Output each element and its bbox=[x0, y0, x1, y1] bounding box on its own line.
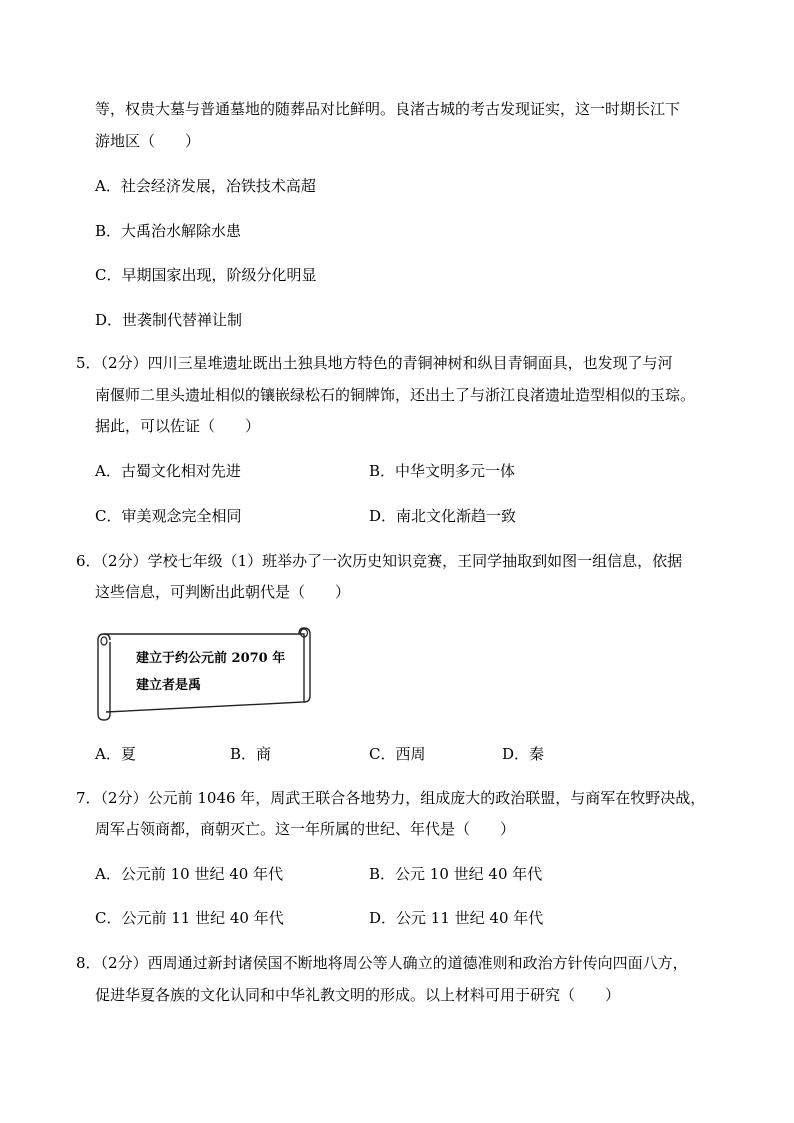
q5-option-c[interactable]: C．审美观念完全相同 bbox=[95, 507, 242, 525]
q7-option-c[interactable]: C．公元前 11 世纪 40 年代 bbox=[95, 909, 284, 927]
q8-stem-line1: 8．（2分）西周通过新封诸侯国不断地将周公等人确立的道德准则和政治方针传向四面八方， bbox=[76, 954, 688, 972]
q4-stem-line1: 等，权贵大墓与普通墓地的随葬品对比鲜明。良渚古城的考古发现证实，这一时期长江下 bbox=[95, 100, 681, 118]
q7-stem-line2: 周军占领商都，商朝灭亡。这一年所属的世纪、年代是（ ） bbox=[95, 820, 516, 838]
q5-stem-line1: 5．（2分）四川三星堆遗址既出土独具地方特色的青铜神树和纵目青铜面具，也发现了与河 bbox=[76, 354, 673, 372]
q5-stem-line2: 南偃师二里头遗址相似的镶嵌绿松石的铜牌饰，还出土了与浙江良渚遗址造型相似的玉琮。 bbox=[95, 386, 696, 404]
q7-option-d[interactable]: D．公元 11 世纪 40 年代 bbox=[369, 909, 544, 927]
scroll-text-line1: 建立于约公元前 2070 年 bbox=[136, 651, 286, 666]
q6-stem-line1: 6．（2分）学校七年级（1）班举办了一次历史知识竞赛，王同学抽取到如图一组信息，依据 bbox=[76, 552, 683, 570]
q6-stem-line2: 这些信息，可判断出此朝代是（ ） bbox=[95, 583, 351, 601]
q4-option-c[interactable]: C．早期国家出现，阶级分化明显 bbox=[95, 266, 317, 284]
q7-option-a[interactable]: A．公元前 10 世纪 40 年代 bbox=[95, 865, 284, 883]
q4-option-d[interactable]: D．世袭制代替禅让制 bbox=[95, 311, 243, 329]
q4-option-a[interactable]: A．社会经济发展，冶铁技术高超 bbox=[95, 177, 316, 195]
q8-stem-line2: 促进华夏各族的文化认同和中华礼教文明的形成。以上材料可用于研究（ ） bbox=[95, 986, 621, 1004]
q5-option-d[interactable]: D．南北文化渐趋一致 bbox=[369, 507, 517, 525]
q5-option-b[interactable]: B．中华文明多元一体 bbox=[369, 462, 516, 480]
scroll-figure bbox=[94, 624, 316, 722]
q5-option-a[interactable]: A．古蜀文化相对先进 bbox=[95, 462, 241, 480]
scroll-text-line2: 建立者是禹 bbox=[136, 678, 202, 693]
q5-stem-line3: 据此，可以佐证（ ） bbox=[95, 417, 261, 435]
q6-option-b[interactable]: B．商 bbox=[230, 745, 272, 763]
q6-option-a[interactable]: A．夏 bbox=[95, 745, 136, 763]
q6-option-c[interactable]: C．西周 bbox=[369, 745, 426, 763]
q6-option-d[interactable]: D．秦 bbox=[502, 745, 545, 763]
q4-stem-line2: 游地区（ ） bbox=[95, 132, 201, 150]
q4-option-b[interactable]: B．大禹治水解除水患 bbox=[95, 222, 242, 240]
q7-stem-line1: 7．（2分）公元前 1046 年，周武王联合各地势力，组成庞大的政治联盟，与商军在牧野决战， bbox=[76, 789, 706, 807]
q7-option-b[interactable]: B．公元 10 世纪 40 年代 bbox=[369, 865, 543, 883]
